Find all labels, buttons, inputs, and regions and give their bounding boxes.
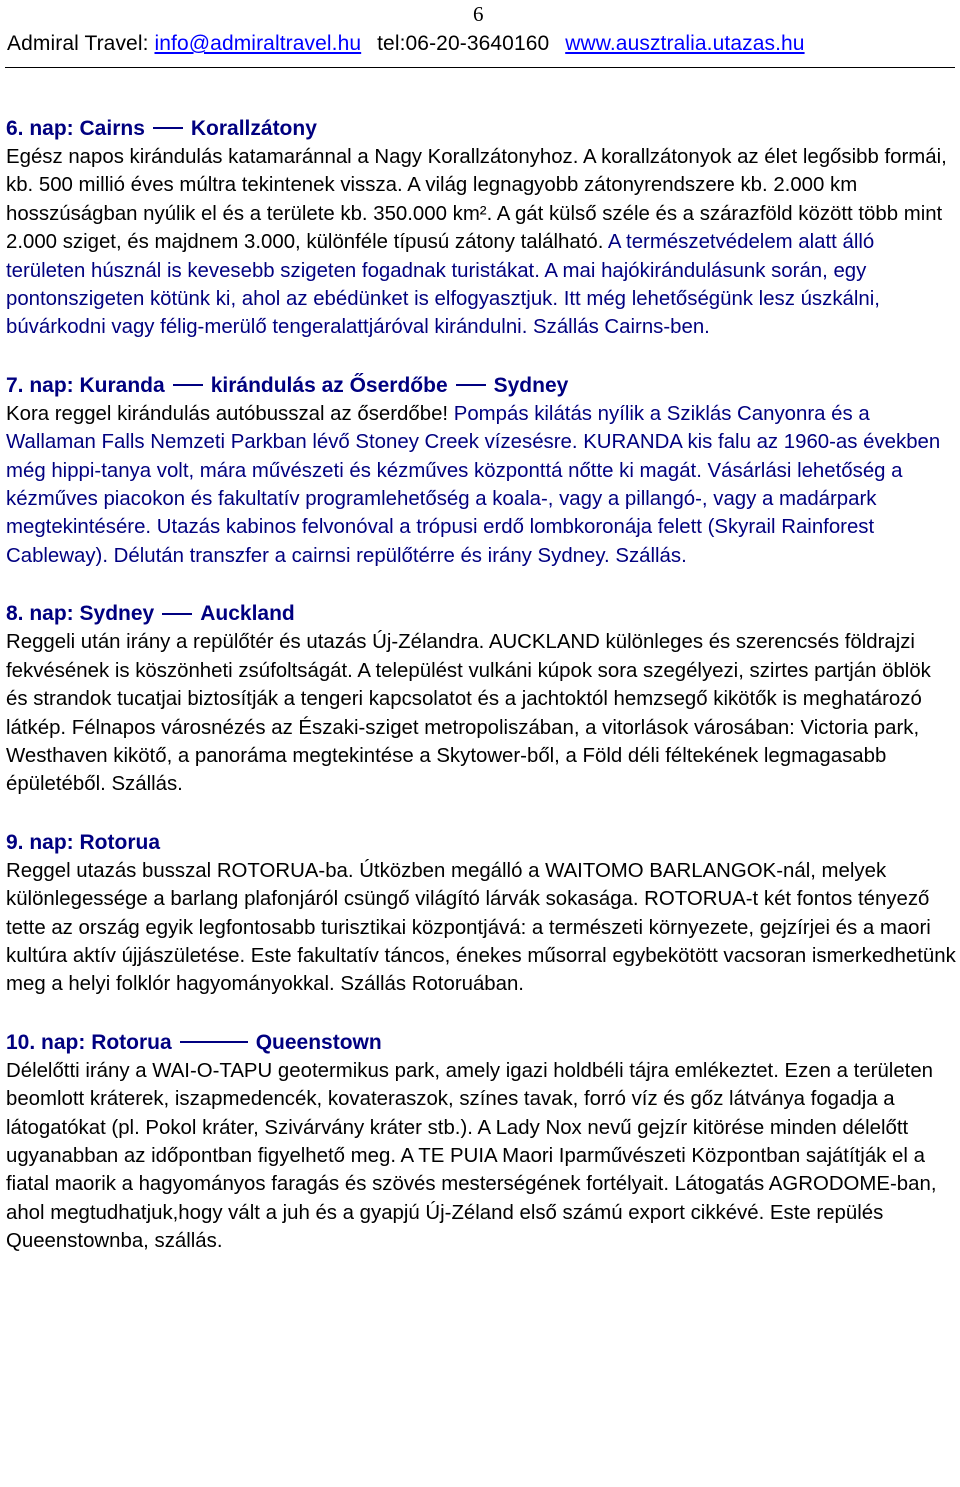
day-text: Reggeli után irány a repülőtér és utazás Új-Zélandra. AUCKLAND különleges és szerencsés földrajzi fekvésének is köszönheti zsúfoltságát. A települést vulkáni kúpok sora szegélyezi, szirtes partján öblök és strandok tucatjai biztosítják a tengeri kapcsolatot és a jachtoktól hemzsegő kikötők is meghatározó látkép. Félnapos városnézés az Északi-sziget metropoliszában, a vitorlások városában: Victoria park, Westhaven kikötő, a panoráma megtekintése a Skytower-ből, a Föld déli féltekének legmagasabb épületéből. Szállás. (6, 631, 931, 796)
title-dash (173, 384, 203, 386)
day-description (6, 143, 958, 342)
day-title-end: Korallzátony (190, 117, 317, 140)
title-dash (162, 613, 192, 615)
title-dash (456, 384, 486, 386)
day-description (6, 628, 958, 798)
day-section (6, 828, 958, 999)
header-divider (5, 67, 955, 68)
day-title (6, 599, 958, 628)
title-dash (180, 1041, 248, 1043)
day-title (6, 828, 958, 857)
day-title-start: 10. nap: Rotorua (6, 1030, 172, 1054)
day-text: Egész napos kirándulás katamaránnal a Nagy Korallzátonyhoz. A korallzátonyok az élet legősibb formái, kb. 500 millió éves múltra tekintenek vissza. A világ legnagyobb zátonyrendszere kb. 2.000 km hosszúságban nyúlik el és a területe kb. 350.000 km². A gát külső széle és a szárazföld között több mint 2.000 sziget, és majdnem 3.000, különféle típusú zátony található. (6, 146, 947, 254)
phone-number: tel:06-20-3640160 (377, 32, 550, 55)
website-link[interactable]: www.ausztralia.utazas.hu (565, 32, 805, 55)
day-title-middle: kirándulás az Őserdőbe (210, 373, 448, 397)
page-number: 6 (473, 2, 484, 26)
company-name: Admiral Travel: (7, 32, 149, 55)
day-section (6, 1028, 958, 1256)
day-description (6, 1057, 958, 1256)
day-text: Délelőtti irány a WAI-O-TAPU geotermikus park, amely igazi holdbéli tájra emlékeztet. Ezen a területen beomlott kráterek, iszapmedencék, kovateraszok, színes tavak, forró víz és gőz látványa fogadja a látogatókat (pl. Pokol kráter, Szivárvány kráter stb.). A Lady Nox nevű gejzír kitörése minden délelőtt ugyanabban az időpontban figyelhető meg. A TE PUIA Maori Iparművészeti Központban sajátítják el a fiatal maorik a hagyományos faragás és szövés mesterségének fortélyait. Látogatás AGRODOME-ban, ahol megtudhatjuk,hogy vált a juh és a gyapjú Új-Zéland első számú export cikkévé. Este repülés Queenstownba, szállás. (6, 1059, 937, 1253)
day-section (6, 599, 958, 798)
day-title-start: 7. nap: Kuranda (6, 373, 165, 397)
day-title (6, 371, 958, 400)
day-title (6, 114, 958, 143)
day-text: Reggel utazás busszal ROTORUA-ba. Útközben megálló a WAITOMO BARLANGOK-nál, melyek különlegessége a barlang plafonjáról csüngő világító lárvák sokasága. ROTORUA-t két fontos tényező tette az ország egyik legfontosabb turisztikai központjává: a természeti környezete, gejzírjei és a maori kultúra aktív újjászületése. Este fakultatív táncos, énekes műsorral egybekötött vacsoran ismerkedhetünk meg a helyi folklór hagyományokkal. Szállás Rotoruában. (6, 859, 956, 996)
page-header (7, 31, 960, 57)
day-title-end: Queenstown (255, 1030, 382, 1054)
day-section (6, 114, 958, 342)
day-title-start: 6. nap: Cairns (6, 117, 145, 140)
day-text-continued: A természetvédelem alatt álló területen húsznál is kevesebb szigeten fogadnak turistákat. A mai hajókirándulásunk során, egy pontonszigeten kötünk ki, ahol az ebédünket is elfogyasztjuk. Itt még lehetőségünk lesz úszkálni, búvárkodni vagy félig-merülő tengeralattjáróval kirándulni. Szállás Cairns-ben. (6, 231, 880, 339)
day-title-start: 8. nap: Sydney (6, 602, 155, 626)
day-title-end: Sydney (493, 373, 569, 397)
email-link[interactable]: info@admiraltravel.hu (154, 32, 362, 55)
day-description (6, 400, 958, 570)
day-text-continued: Pompás kilátás nyílik a Sziklás Canyonra és a Wallaman Falls Nemzeti Parkban lévő Stoney Creek vízesésre. KURANDA kis falu az 1960-as években még hippi-tanya volt, mára művészeti és kézműves központtá nőtte ki magát. Vásárlási lehetőség a kézműves piacokon és fakultatív programlehetőség a koala-, vagy a pillangó-, vagy a madárpark megtekintésére. Utazás kabinos felvonóval a trópusi erdő lombkoronája felett (Skyrail Rainforest Cableway). Délután transzfer a cairnsi repülőtérre és irány Sydney. Szállás. (6, 402, 941, 567)
day-description (6, 857, 958, 999)
title-dash (153, 127, 183, 129)
day-text: Kora reggel kirándulás autóbusszal az őserdőbe! (6, 402, 449, 425)
day-title (6, 1028, 958, 1057)
itinerary (6, 114, 958, 1285)
day-section (6, 371, 958, 570)
day-title-end: Auckland (200, 602, 295, 626)
day-title-start: 9. nap: Rotorua (6, 830, 161, 854)
